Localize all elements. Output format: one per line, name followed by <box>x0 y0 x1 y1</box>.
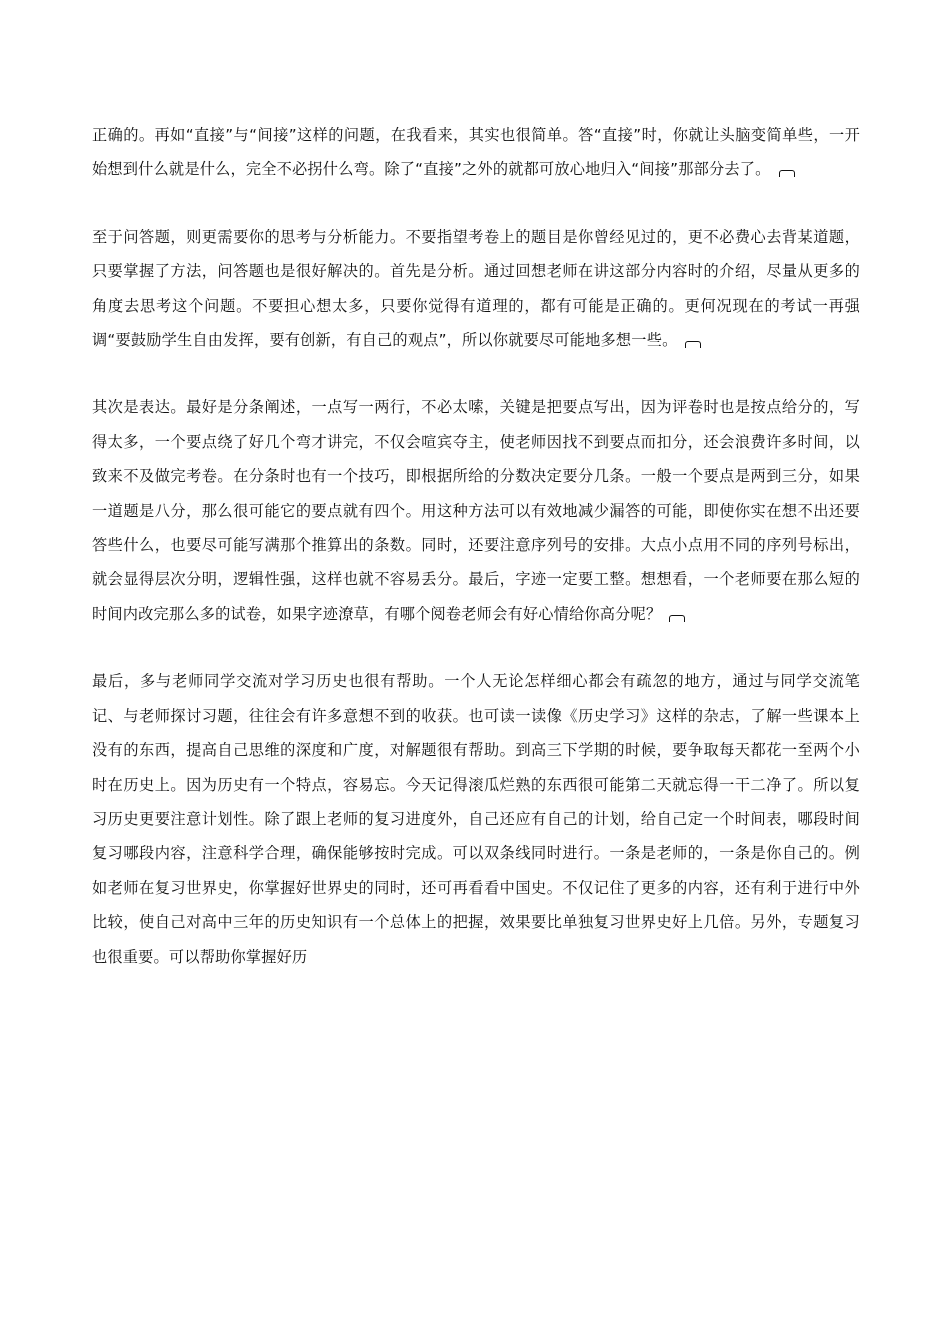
paragraph-text: 正确的。再如“直接”与“间接”这样的问题，在我看来，其实也很简单。答“直接”时，你就让头脑变简单些，一开始想到什么就是什么，完全不必拐什么弯。除了“直接”之外的就都可放心地归入“间接”那部分去了。 <box>92 126 860 179</box>
paragraph-end-mark-icon <box>779 170 795 177</box>
paragraph-text: 其次是表达。最好是分条阐述，一点写一两行，不必太嗦，关键是把要点写出，因为评卷时也是按点给分的，写得太多，一个要点绕了好几个弯才讲完，不仅会喧宾夺主，使老师因找不到要点而扣分，还会浪费许多时间，以致来不及做完考卷。在分条时也有一个技巧，即根据所给的分数决定要分几条。一般一个要点是两到三分，如果一道题是八分，那么很可能它的要点就有四个。用这种方法可以有效地减少漏答的可能，即使你实在想不出还要答些什么，也要尽可能写满那个推算出的条数。同时，还要注意序列号的安排。大点小点用不同的序列号标出，就会显得层次分明，逻辑性强，这样也就不容易丢分。最后，字迹一定要工整。想想看，一个老师要在那么短的时间内改完那么多的试卷，如果字迹潦草，有哪个阅卷老师会有好心情给你高分呢？ <box>92 398 860 623</box>
paragraph <box>92 118 860 187</box>
paragraph-text: 最后，多与老师同学交流对学习历史也很有帮助。一个人无论怎样细心都会有疏忽的地方，通过与同学交流笔记、与老师探讨习题，往往会有许多意想不到的收获。也可读一读像《历史学习》这样的杂志，了解一些课本上没有的东西，提高自己思维的深度和广度，对解题很有帮助。到高三下学期的时候，要争取每天都花一至两个小时在历史上。因为历史有一个特点，容易忘。今天记得滚瓜烂熟的东西很可能第二天就忘得一干二净了。所以复习历史更要注意计划性。除了跟上老师的复习进度外，自己还应有自己的计划，给自己定一个时间表，哪段时间复习哪段内容，注意科学合理，确保能够按时完成。可以双条线同时进行。一条是老师的，一条是你自己的。例如老师在复习世界史，你掌握好世界史的同时，还可再看看中国史。不仅记住了更多的内容，还有利于进行中外比较，使自己对高中三年的历史知识有一个总体上的把握，效果要比单独复习世界史好上几倍。另外，专题复习也很重要。可以帮助你掌握好历 <box>92 672 860 966</box>
paragraph-end-mark-icon <box>669 615 685 622</box>
paragraph-end-mark-icon <box>685 341 701 348</box>
paragraph <box>92 390 860 631</box>
paragraph <box>92 664 860 974</box>
paragraph-text: 至于问答题，则更需要你的思考与分析能力。不要指望考卷上的题目是你曾经见过的，更不必费心去背某道题，只要掌握了方法，问答题也是很好解决的。首先是分析。通过回想老师在讲这部分内容时的介绍，尽量从更多的角度去思考这个问题。不要担心想太多，只要你觉得有道理的，都有可能是正确的。更何况现在的考试一再强调“要鼓励学生自由发挥，要有创新，有自己的观点”，所以你就要尽可能地多想一些。 <box>92 227 860 350</box>
document-body <box>92 118 860 974</box>
paragraph <box>92 220 860 358</box>
